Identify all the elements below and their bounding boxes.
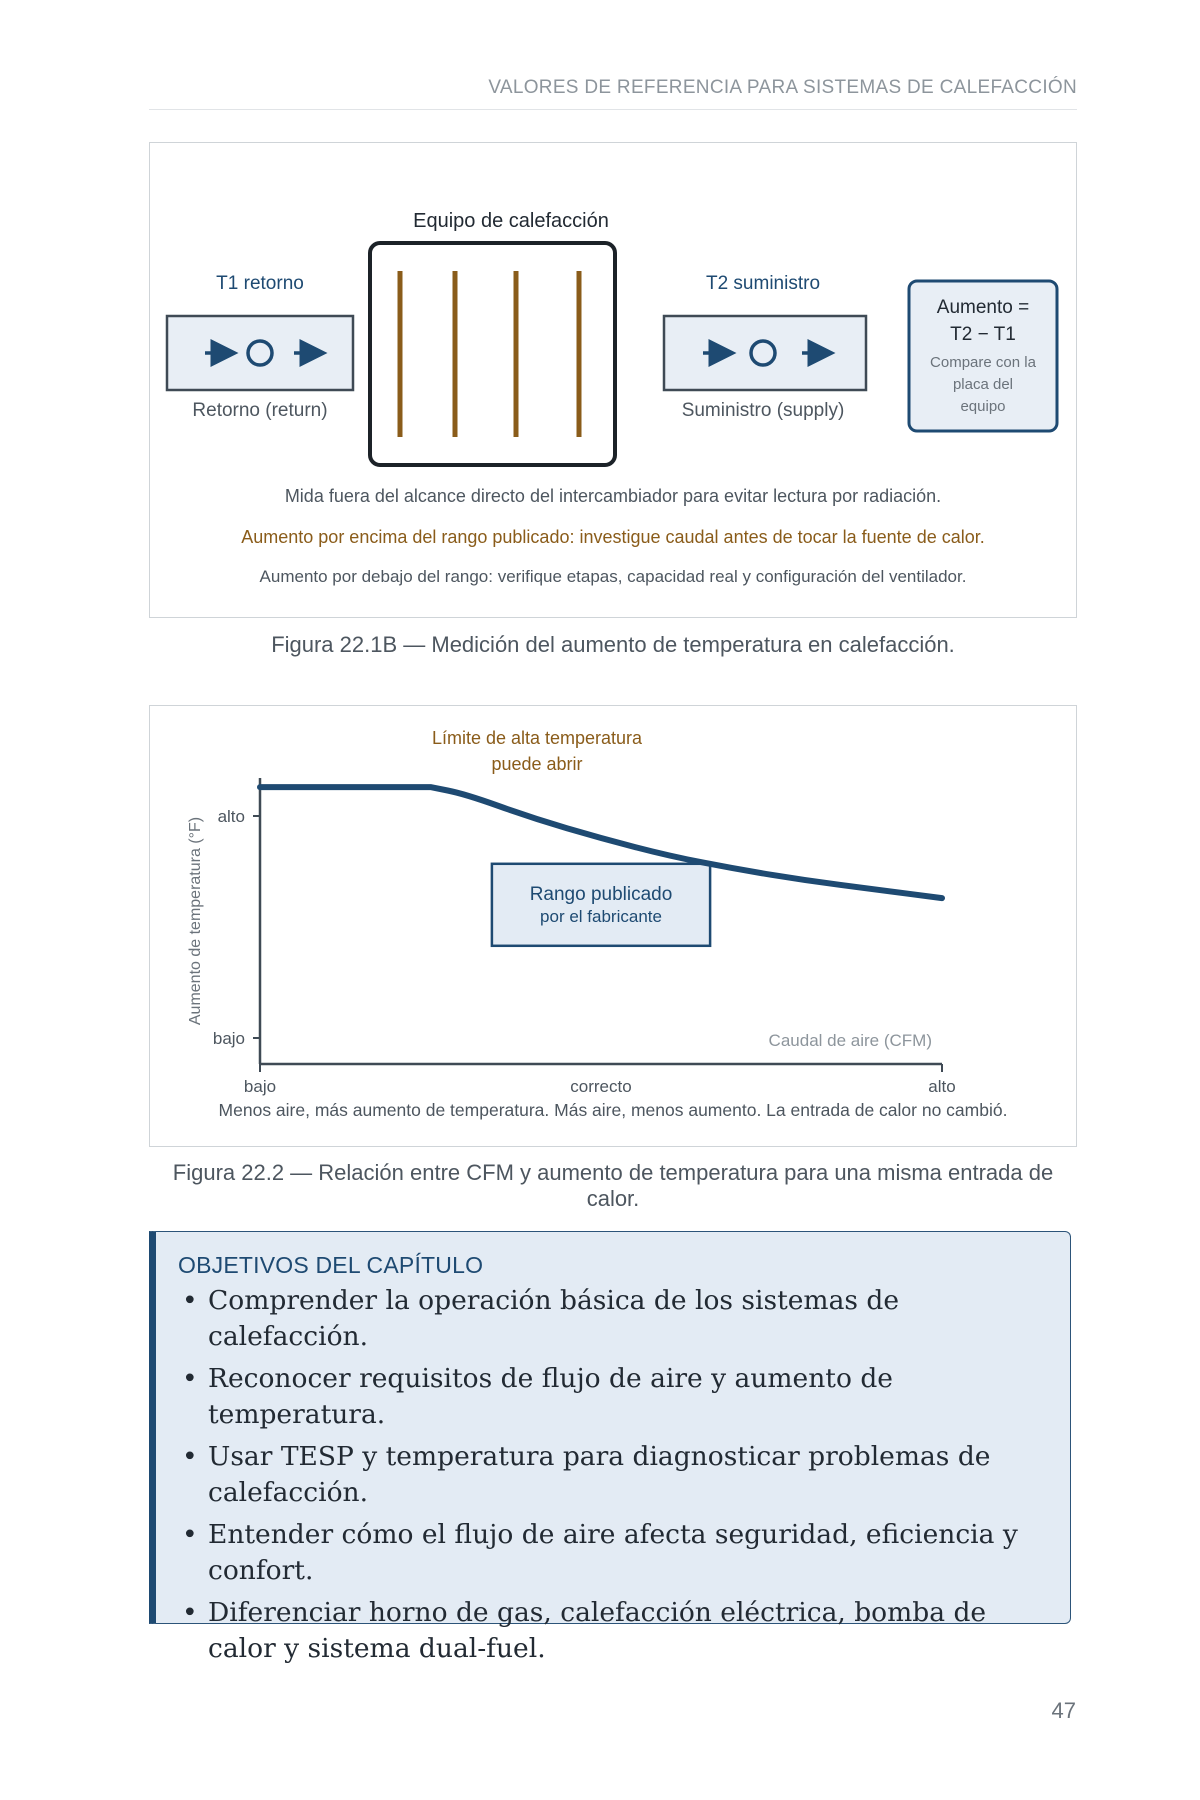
x-tick-label: bajo <box>243 1077 277 1096</box>
high-rise-warning: Aumento por encima del rango publicado: investigue caudal antes de tocar la fuente de calor. <box>241 527 985 547</box>
supply-duct-label: Suministro (supply) <box>681 400 845 421</box>
formula-note: Compare con la <box>930 354 1036 371</box>
high-limit-annotation: puede abrir <box>491 754 583 774</box>
objective-item: • Entender cómo el flujo de aire afecta seguridad, eficiencia y confort. <box>178 1517 1044 1589</box>
objective-item: • Diferenciar horno de gas, calefacción eléctrica, bomba de calor y sistema dual-fuel. <box>178 1595 1044 1667</box>
x-axis-label: Caudal de aire (CFM) <box>768 1031 932 1050</box>
supply-duct <box>664 316 866 390</box>
page-number: 47 <box>1051 1698 1076 1723</box>
return-duct <box>167 316 353 390</box>
objective-item: • Usar TESP y temperatura para diagnosticar problemas de calefacción. <box>178 1439 1044 1511</box>
objectives-title: OBJETIVOS DEL CAPÍTULO <box>178 1252 484 1278</box>
figure-cfm-vs-temperature-rise <box>149 705 1077 1147</box>
objectives-list <box>178 1283 1044 1667</box>
cfm-temperature-chart <box>150 706 1076 1146</box>
y-axis-label: Aumento de temperatura (°F) <box>187 816 204 1026</box>
measurement-diagram <box>150 143 1076 617</box>
high-limit-annotation: Límite de alta temperatura <box>431 728 643 748</box>
figure-temperature-rise-measurement <box>149 142 1077 618</box>
formula-note: placa del <box>952 376 1014 393</box>
x-tick-label: alto <box>928 1077 956 1096</box>
objective-item: • Comprender la operación básica de los sistemas de calefacción. <box>178 1283 1044 1355</box>
return-duct-label: Retorno (return) <box>192 400 328 421</box>
low-rise-note: Aumento por debajo del rango: verifique etapas, capacidad real y configuración del ventilador. <box>259 567 967 586</box>
chapter-objectives-box <box>149 1231 1071 1664</box>
y-tick-label: alto <box>217 807 245 826</box>
running-header: VALORES DE REFERENCIA PARA SISTEMAS DE CALEFACCIÓN <box>149 77 1077 110</box>
x-tick-label: correcto <box>570 1077 632 1096</box>
formula-note: equipo <box>960 398 1006 415</box>
objective-item: • Reconocer requisitos de flujo de aire y aumento de temperatura. <box>178 1361 1044 1433</box>
figure-22-2-caption: Figura 22.2 — Relación entre CFM y aumento de temperatura para una misma entrada de calor. <box>172 1160 1054 1211</box>
t1-return-label: T1 retorno <box>216 273 304 294</box>
equipment-label: Equipo de calefacción <box>413 210 609 232</box>
measurement-note: Mida fuera del alcance directo del intercambiador para evitar lectura por radiación. <box>284 486 942 506</box>
published-range-label: por el fabricante <box>540 906 662 926</box>
t2-supply-label: T2 suministro <box>705 273 821 294</box>
y-tick-label: bajo <box>212 1029 245 1048</box>
formula-line-2: T2 − T1 <box>950 324 1016 345</box>
formula-line-1: Aumento = <box>936 297 1030 318</box>
published-range-label: Rango publicado <box>529 883 673 905</box>
chart-footnote: Menos aire, más aumento de temperatura. Más aire, menos aumento. La entrada de calor no cambió. <box>218 1100 1008 1120</box>
figure-22-1b-caption: Figura 22.1B — Medición del aumento de temperatura en calefacción. <box>271 632 955 657</box>
